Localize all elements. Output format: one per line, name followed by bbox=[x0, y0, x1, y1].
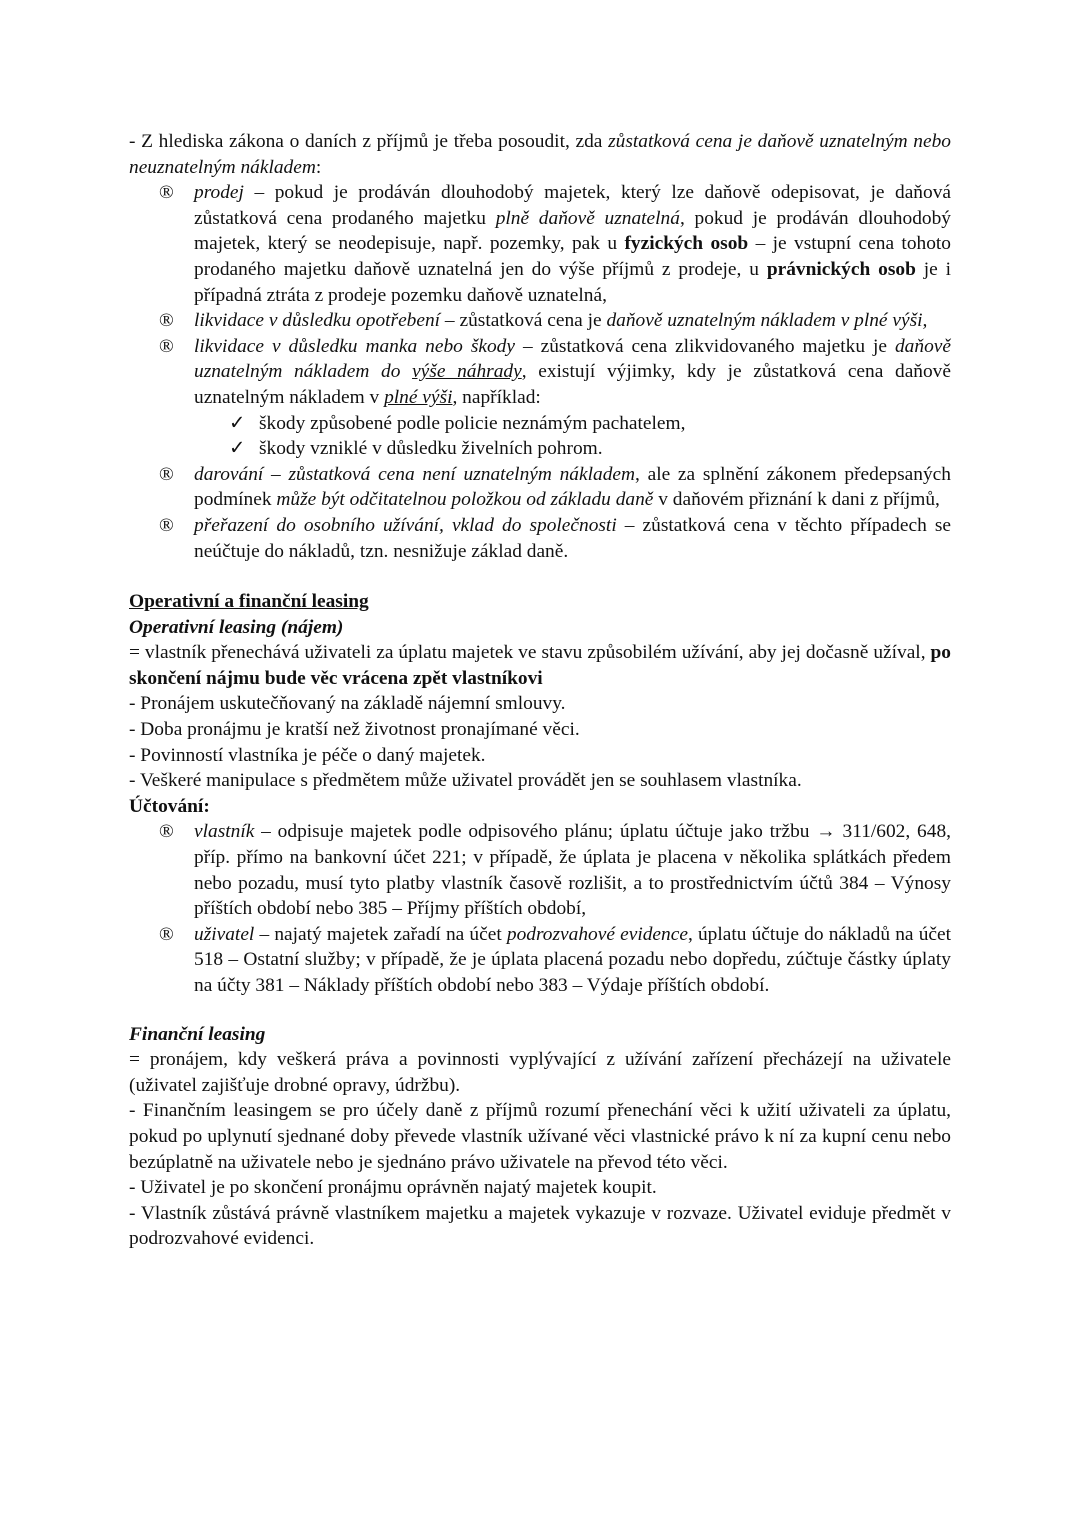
intro-text: - Z hlediska zákona o daních z příjmů je třeba posoudit, zda bbox=[129, 131, 609, 152]
registered-bullet-icon: ® bbox=[159, 335, 174, 357]
intro-paragraph bbox=[129, 129, 951, 180]
registered-bullet-icon: ® bbox=[159, 182, 174, 204]
list-line: - Doba pronájmu je kratší než životnost pronajímané věci. bbox=[129, 719, 580, 741]
intro-colon: : bbox=[315, 156, 322, 178]
paragraph-financni-2: - Uživatel je po skončení pronájmu oprávněn najatý majetek koupit. bbox=[129, 1177, 657, 1199]
list-line: - Povinností vlastníka je péče o daný majetek. bbox=[129, 744, 486, 766]
check-item-skody-pohromy: ✓ škody vzniklé v důsledku živelních pohrom. bbox=[129, 436, 951, 462]
registered-bullet-icon: ® bbox=[159, 514, 174, 536]
definition-financni: = pronájem, kdy veškerá práva a povinnosti vyplývající z užívání zařízení přecházejí na uživatele (uživatel zajišťuje drobné opravy, údržbu). bbox=[129, 1049, 951, 1096]
subheading-financni-leasing: Finanční leasing bbox=[129, 1023, 266, 1045]
list-item-prodej: ® prodej – pokud je prodáván dlouhodobý majetek, který lze daňově odepisovat, je daňová zůstatková cena prodaného majetku plně daňově uznatelná, pokud je prodáván dlouhodobý majetek, který se neodepisuje, např. pozemky, pak u fyzických osob – je vstupní cena tohoto prodaného majetku daňově uznatelná jen do výše příjmů z prodeje, u právnických osob je i případná ztráta z prodeje pozemku daňově uznatelná, bbox=[159, 182, 952, 306]
uctovani-heading: Účtování: bbox=[129, 795, 210, 817]
list-item-darovani: ® darování – zůstatková cena není uznatelným nákladem, ale za splnění zákonem předepsaných podmínek může být odčitatelnou položkou od základu daně v daňovém přiznání k dani z příjmů, bbox=[159, 463, 951, 511]
list-item-likvidace-opotrebeni: ® likvidace v důsledku opotřebení – zůstatková cena je daňově uznatelným nákladem v plné výši, bbox=[129, 308, 951, 334]
registered-bullet-icon: ® bbox=[159, 463, 174, 485]
list-line: - Pronájem uskutečňovaný na základě nájemní smlouvy. bbox=[129, 693, 566, 715]
document-page bbox=[129, 129, 951, 1252]
spacer bbox=[129, 564, 951, 589]
list-item-vlastnik: ® vlastník – odpisuje majetek podle odpisového plánu; úplatu účtuje jako tržbu → 311/602, 648, příp. přímo na bankovní účet 221; v případě, že úplata je placena v několika splátkách předem nebo pozadu, musí tyto platby vlastník časově rozlišit, a to prostřednictvím účtů 384 – Výnosy příštích období nebo 385 – Příjmy příštích období, bbox=[159, 821, 951, 920]
list-item-uzivatel: ® uživatel – najatý majetek zařadí na účet podrozvahové evidence, úplatu účtuje do nákladů na účet 518 – Ostatní služby; v případě, že je úplata placená pozadu nebo dopředu, zúčtuje částky úplaty na účty 381 – Náklady příštích období nebo 383 – Výdaje příštích období. bbox=[159, 923, 952, 996]
subheading-operativni-leasing: Operativní leasing (nájem) bbox=[129, 616, 344, 638]
paragraph-financni-1: - Finančním leasingem se pro účely daně z příjmů rozumí přenechání věci k užití uživateli za úplatu, pokud po uplynutí sjednané doby převede vlastník užívané věci vlastnické právo k ní za kupní cenu nebo bezúplatně na uživatele nebo je sjednáno právo uživatele na převod této věci. bbox=[129, 1100, 951, 1173]
registered-bullet-icon: ® bbox=[159, 310, 174, 332]
list-line: - Veškeré manipulace s předmětem může uživatel provádět jen se souhlasem vlastníka. bbox=[129, 770, 802, 792]
checkmark-icon: ✓ bbox=[229, 412, 246, 434]
checkmark-icon: ✓ bbox=[229, 438, 246, 460]
registered-bullet-icon: ® bbox=[159, 923, 174, 945]
paragraph-financni-3: - Vlastník zůstává právně vlastníkem majetku a majetek vykazuje v rozvaze. Uživatel eviduje předmět v podrozvahové evidenci. bbox=[129, 1202, 951, 1250]
list-item-likvidace-manko: ® likvidace v důsledku manka nebo škody – zůstatková cena zlikvidovaného majetku je daňově uznatelným nákladem do výše náhrady, existují výjimky, kdy je zůstatková cena daňově uznatelným nákladem v plné výši, například: bbox=[159, 335, 951, 408]
intro-emphasis: zůstatková cena je daňově uznatelným nebo neuznatelným nákladem bbox=[129, 131, 952, 178]
check-item-skody-pachatel: ✓ škody způsobené podle policie neznámým pachatelem, bbox=[129, 411, 951, 437]
list-item-preradeni: ® přeřazení do osobního užívání, vklad do společnosti – zůstatková cena v těchto případech se neúčtuje do nákladů, tzn. nesnižuje základ daně. bbox=[159, 514, 951, 562]
registered-bullet-icon: ® bbox=[159, 821, 174, 843]
spacer bbox=[129, 999, 951, 1022]
section-heading-leasing: Operativní a finanční leasing bbox=[129, 591, 369, 613]
definition-operativni: = vlastník přenechává uživateli za úplatu majetek ve stavu způsobilém užívání, aby jej dočasně užíval, po skončení nájmu bude věc vrácena zpět vlastníkovi bbox=[129, 642, 951, 689]
